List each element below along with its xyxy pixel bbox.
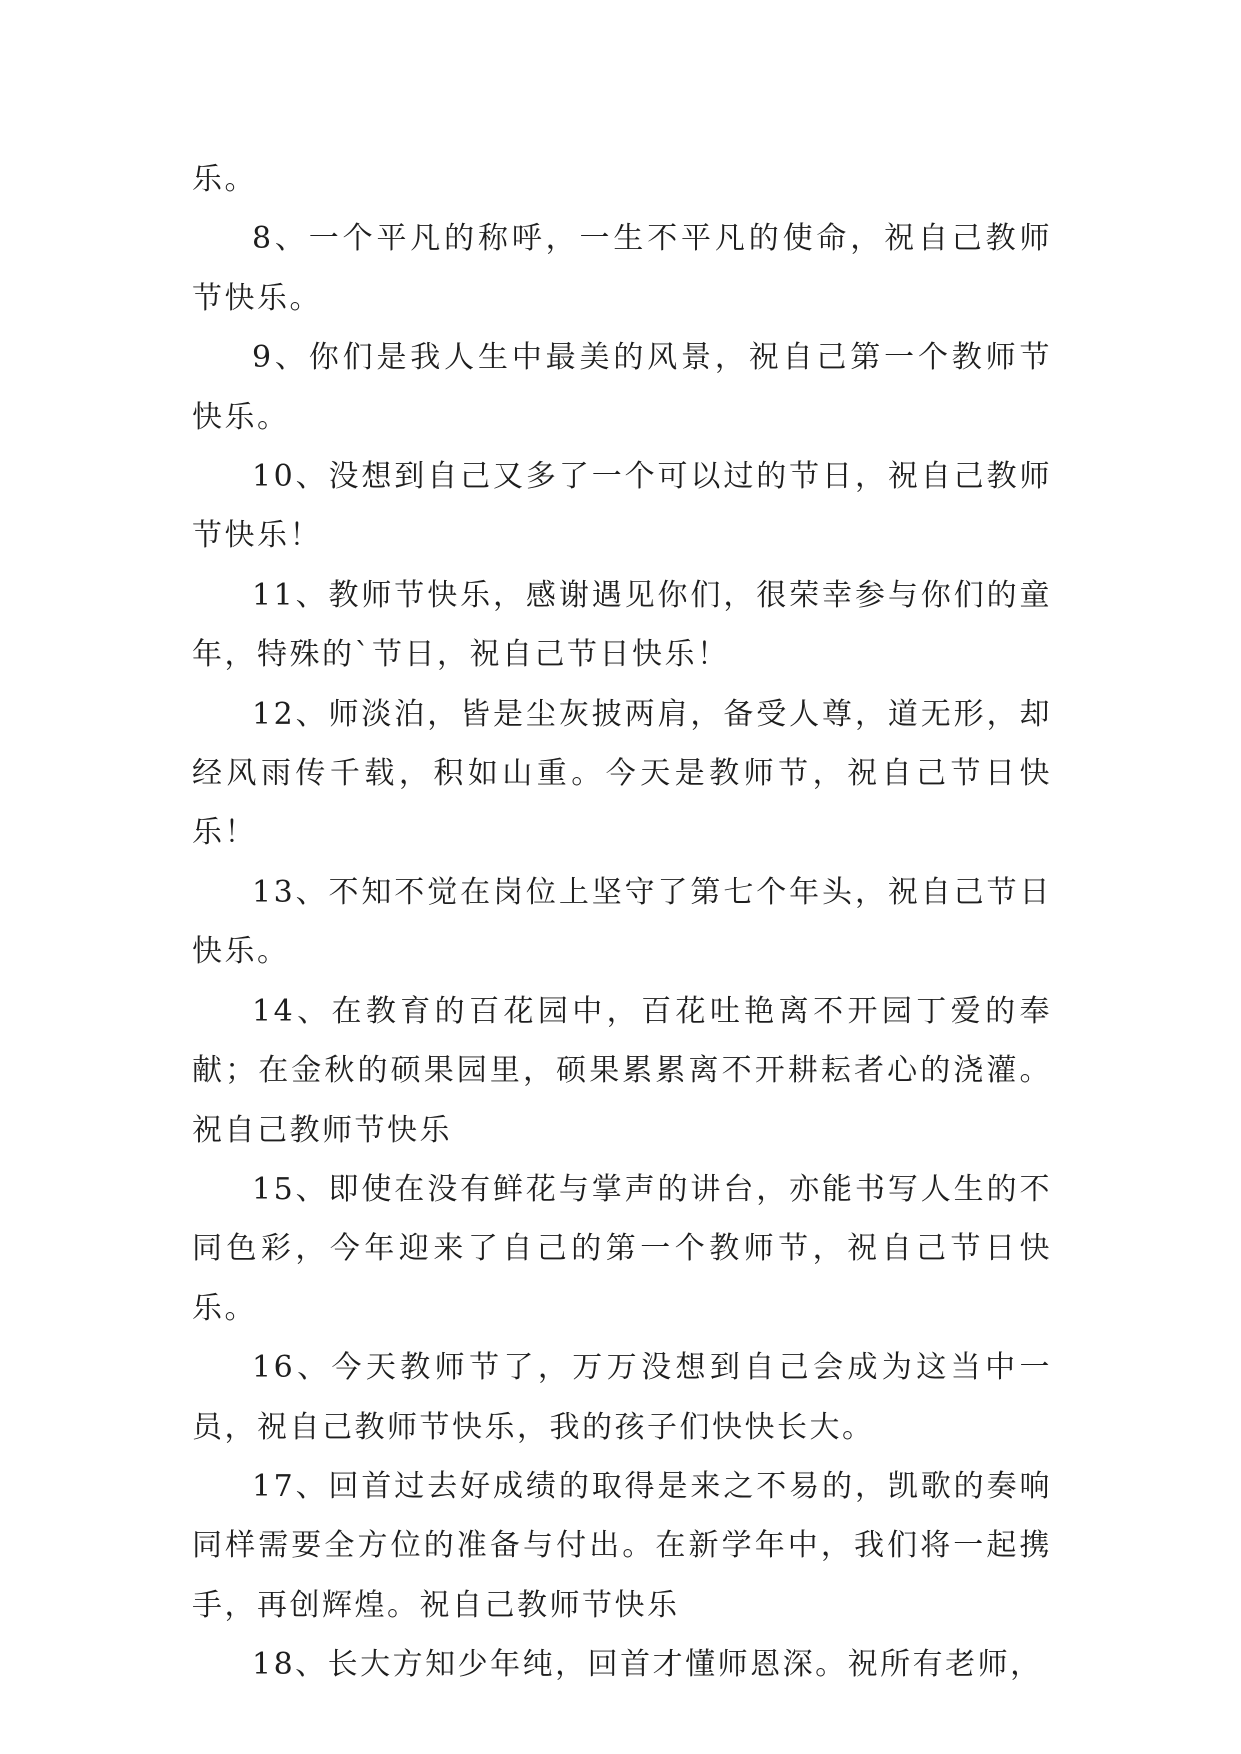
paragraph-item-17: 17、回首过去好成绩的取得是来之不易的，凯歌的奏响同样需要全方位的准备与付出。在新学年中，我们将一起携手，再创辉煌。祝自己教师节快乐: [192, 1468, 1052, 1623]
paragraph-item-13: 13、不知不觉在岗位上坚守了第七个年头，祝自己节日快乐。: [192, 874, 1052, 970]
paragraph-item-12: 12、师淡泊，皆是尘灰披两肩，备受人尊，道无形，却经风雨传千载，积如山重。今天是教师节，祝自己节日快乐！: [192, 696, 1052, 851]
paragraph-item-10: 10、没想到自己又多了一个可以过的节日，祝自己教师节快乐！: [192, 459, 1052, 554]
paragraph-item-18: 18、长大方知少年纯，回首才懂师恩深。祝所有老师，: [252, 1647, 1043, 1683]
paragraph-item-11: 11、教师节快乐，感谢遇见你们，很荣幸参与你们的童年，特殊的`节日，祝自己节日快乐！: [192, 577, 1052, 673]
paragraph-item-15: 15、即使在没有鲜花与掌声的讲台，亦能书写人生的不同色彩，今年迎来了自己的第一个教师节，祝自己节日快乐。: [192, 1171, 1052, 1326]
paragraph-item-16: 16、今天教师节了，万万没想到自己会成为这当中一员，祝自己教师节快乐，我的孩子们快快长大。: [192, 1350, 1052, 1445]
paragraph-item-8: 8、一个平凡的称呼，一生不平凡的使命，祝自己教师节快乐。: [192, 221, 1052, 316]
paragraph-item-14: 14、在教育的百花园中，百花吐艳离不开园丁爱的奉献；在金秋的硕果园里，硕果累累离不开耕耘者心的浇灌。祝自己教师节快乐: [192, 993, 1052, 1148]
paragraph-continuation: 乐。: [192, 162, 257, 197]
document-body: [192, 150, 1052, 1695]
paragraph-item-9: 9、你们是我人生中最美的风景，祝自己第一个教师节快乐。: [192, 340, 1052, 435]
